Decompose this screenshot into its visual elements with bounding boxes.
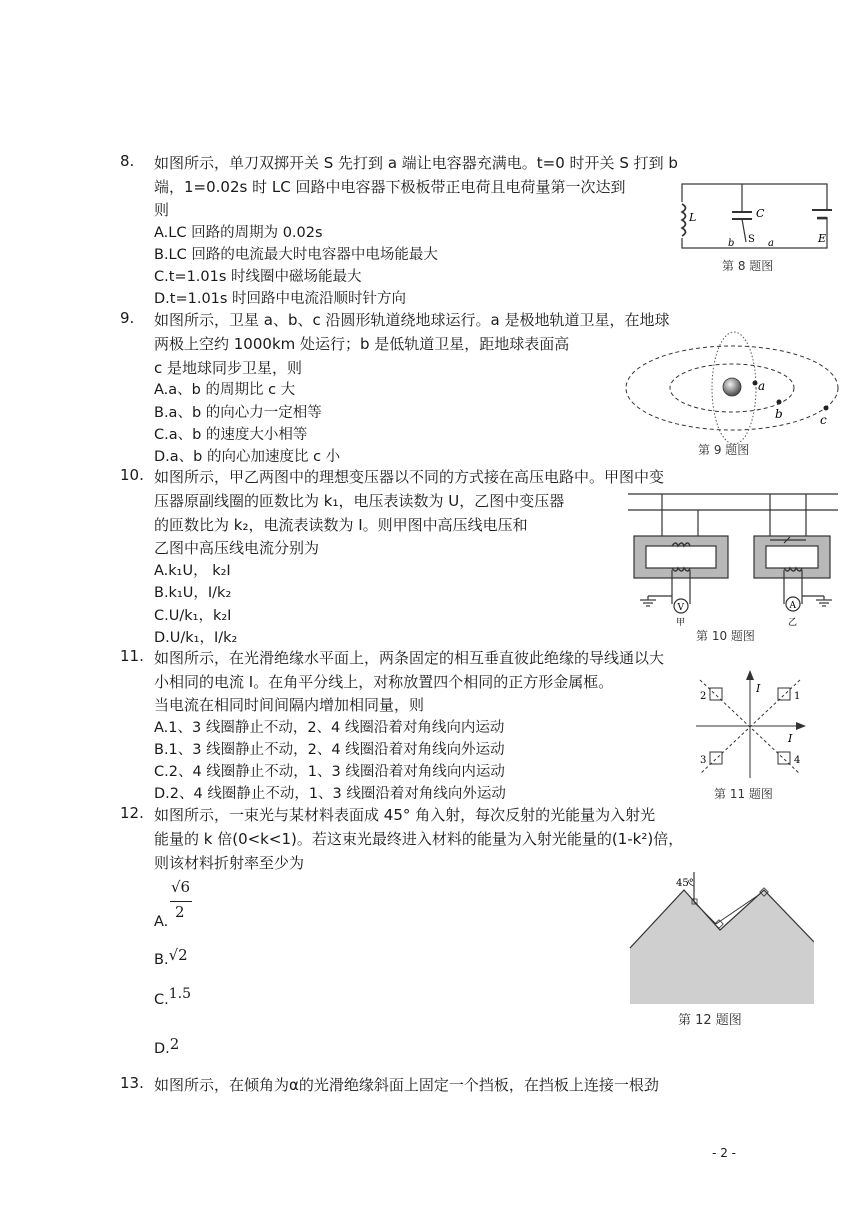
option-c: C.a、b 的速度大小相等 (154, 427, 308, 443)
option-b: B.LC 回路的电流最大时电容器中电场能最大 (154, 247, 438, 263)
question-text: 两极上空约 1000km 处运行；b 是低轨道卫星，距地球表面高 (154, 335, 570, 353)
option-b: B.a、b 的向心力一定相等 (154, 405, 322, 421)
figure-10-transformers (624, 488, 840, 644)
label-c: C (756, 207, 765, 220)
option-d-label: D. (154, 1041, 170, 1057)
question-text: 如图所示，一束光与某材料表面成 45° 角入射，每次反射的光能量为入射光 (154, 806, 656, 824)
option-d: D.U/k₁，I/k₂ (154, 630, 238, 646)
label-l: L (689, 211, 697, 224)
question-text: 如图所示，甲乙两图中的理想变压器以不同的方式接在高压电路中。甲图中变 (154, 468, 665, 486)
option-c-label: C. (154, 992, 169, 1008)
question-number: 12. (120, 804, 144, 822)
page-number: - 2 - (712, 1146, 736, 1160)
voltmeter-icon: V (677, 603, 684, 613)
option-c: C.t=1.01s 时线圈中磁场能最大 (154, 269, 362, 285)
question-number: 11. (120, 647, 144, 665)
label-a: a (768, 238, 774, 249)
option-b: B.1、3 线圈静止不动，2、4 线圈沿着对角线向外运动 (154, 742, 505, 758)
figure-caption: 第 11 题图 (714, 787, 773, 801)
label-b: b (775, 407, 783, 421)
frame-label-3: 3 (700, 755, 707, 766)
question-text: 如图所示，卫星 a、b、c 沿圆形轨道绕地球运行。a 是极地轨道卫星，在地球 (154, 311, 670, 329)
figure-12-light-reflection (628, 872, 814, 1032)
option-b: B.k₁U，I/k₂ (154, 585, 232, 601)
option-a: A.1、3 线圈静止不动，2、4 线圈沿着对角线向内运动 (154, 720, 505, 736)
option-d-value: 2 (169, 1035, 180, 1053)
label-c: c (820, 413, 827, 427)
label-b: b (728, 238, 735, 249)
question-text: 乙图中高压线电流分别为 (154, 539, 320, 557)
angle-label: 45° (676, 878, 694, 889)
question-number: 10. (120, 466, 144, 484)
option-c-value: 1.5 (168, 986, 191, 1002)
question-number: 9. (120, 309, 135, 327)
option-a-label: A. (154, 914, 169, 930)
frame-label-1: 1 (794, 691, 801, 702)
frame-label-2: 2 (700, 691, 707, 702)
option-d: D.a、b 的向心加速度比 c 小 (154, 449, 341, 465)
fraction-denominator: 2 (175, 903, 185, 921)
label-s: S (748, 234, 755, 245)
question-text: 的匝数比为 k₂，电流表读数为 I。则甲图中高压线电压和 (154, 516, 528, 534)
option-d: D.2、4 线圈静止不动，1、3 线圈沿着对角线向外运动 (154, 786, 506, 802)
label-yi: 乙 (788, 618, 798, 628)
question-text: 能量的 k 倍(0<k<1)。若这束光最终进入材料的能量为入射光能量的(1-k²)倍， (154, 830, 684, 848)
question-text: 如图所示，在倾角为α的光滑绝缘斜面上固定一个挡板，在挡板上连接一根劲 (154, 1076, 659, 1094)
figure-caption: 第 12 题图 (678, 1013, 742, 1028)
option-d: D.t=1.01s 时回路中电流沿顺时针方向 (154, 291, 407, 307)
frame-label-4: 4 (794, 755, 801, 766)
ammeter-icon: A (789, 601, 796, 611)
option-c: C.U/k₁，k₂I (154, 608, 232, 624)
option-c (154, 986, 191, 1008)
fraction-numerator: √6 (171, 878, 191, 896)
question-text: 小相同的电流 I。在角平分线上，对称放置四个相同的正方形金属框。 (154, 673, 614, 691)
question-number: 8. (120, 152, 135, 170)
figure-8-lc-circuit (672, 176, 840, 276)
question-text: 如图所示，在光滑绝缘水平面上，两条固定的相互垂直彼此绝缘的导线通以大 (154, 649, 665, 667)
figure-caption: 第 9 题图 (698, 443, 750, 457)
current-label-horizontal: I (788, 732, 793, 745)
current-label-vertical: I (756, 682, 761, 695)
figure-11-wires-frames (690, 666, 810, 806)
question-text: 当电流在相同时间间隔内增加相同量，则 (154, 696, 425, 714)
label-jia: 甲 (676, 618, 686, 628)
fraction-bar (170, 901, 192, 902)
label-e: E (818, 232, 827, 245)
label-a: a (758, 379, 766, 393)
question-number: 13. (120, 1074, 144, 1092)
option-a: A.k₁U， k₂I (154, 563, 231, 579)
question-text: 则该材料折射率至少为 (154, 854, 305, 872)
option-b (154, 946, 188, 968)
question-text: 端，1=0.02s 时 LC 回路中电容器下极板带正电荷且电荷量第一次达到 (154, 178, 626, 196)
question-text: 如图所示，单刀双掷开关 S 先打到 a 端让电容器充满电。t=0 时开关 S 打到 b (154, 154, 678, 172)
option-b-value: √2 (168, 946, 188, 964)
figure-caption: 第 8 题图 (722, 259, 774, 273)
option-a: A.LC 回路的周期为 0.02s (154, 225, 323, 241)
option-b-label: B. (154, 952, 169, 968)
question-text: c 是地球同步卫星，则 (154, 359, 303, 377)
option-c: C.2、4 线圈静止不动，1、3 线圈沿着对角线向内运动 (154, 764, 505, 780)
figure-9-satellites (622, 330, 844, 460)
option-d (154, 1035, 180, 1057)
option-a: A.a、b 的周期比 c 大 (154, 382, 296, 398)
question-text: 压器原副线圈的匝数比为 k₁，电压表读数为 U，乙图中变压器 (154, 492, 565, 510)
question-text: 则 (154, 201, 170, 219)
figure-caption: 第 10 题图 (696, 629, 755, 643)
